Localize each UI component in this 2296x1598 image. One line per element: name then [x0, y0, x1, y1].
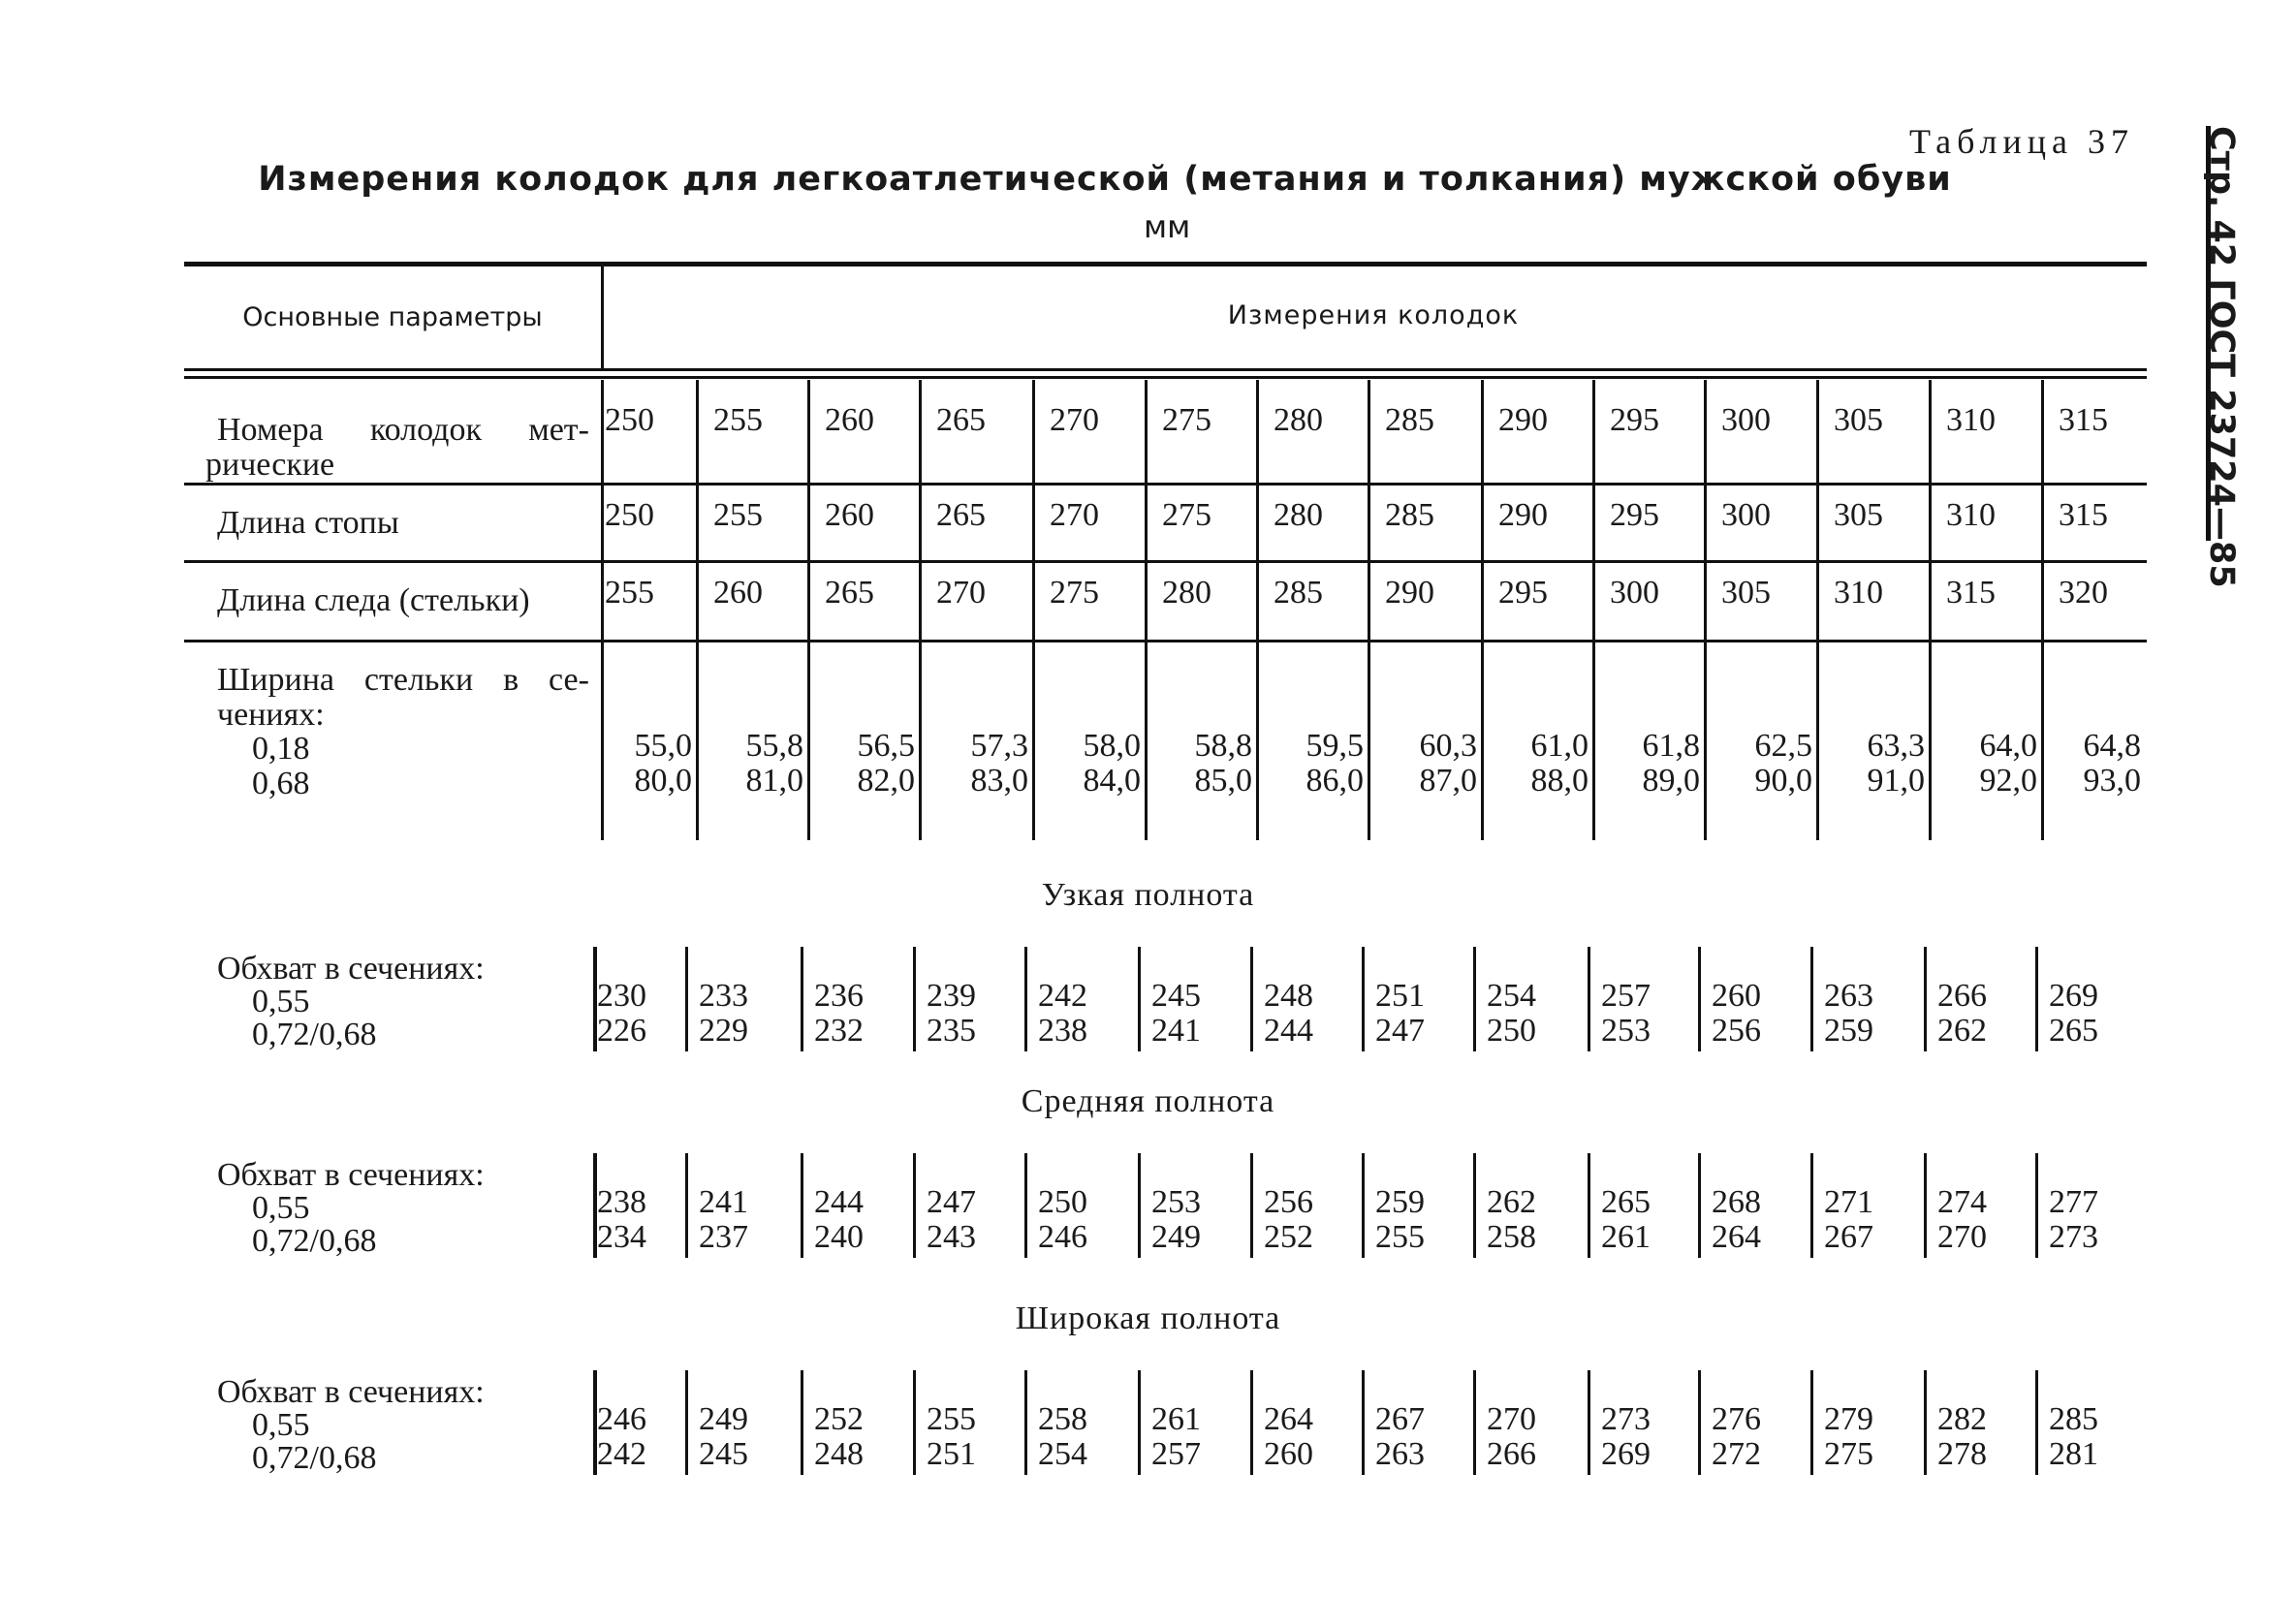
- table-cell: 295: [1610, 497, 1659, 533]
- column-line: [807, 380, 810, 840]
- table-cell: 236: [814, 978, 864, 1014]
- table-cell: 265: [2049, 1013, 2098, 1049]
- table-cell: 89,0: [1642, 763, 1700, 799]
- column-line: [1929, 380, 1932, 840]
- table-cell: 273: [2049, 1219, 2098, 1255]
- table-cell: 244: [1264, 1013, 1313, 1049]
- column-line: [1698, 947, 1701, 1051]
- table-cell: 290: [1498, 497, 1548, 533]
- table-cell: 315: [2059, 497, 2108, 533]
- table-cell: 282: [1937, 1401, 1987, 1437]
- table-cell: 265: [936, 402, 986, 438]
- table-cell: 232: [814, 1013, 864, 1049]
- column-line: [696, 380, 699, 840]
- column-line: [1473, 947, 1476, 1051]
- table-cell: 242: [1038, 978, 1087, 1014]
- table-cell: 253: [1151, 1184, 1201, 1220]
- table-cell: 56,5: [857, 728, 915, 764]
- table-cell: 300: [1721, 497, 1771, 533]
- table-cell: 272: [1712, 1436, 1761, 1472]
- row-label-foot-length: Длина стопы: [217, 505, 399, 541]
- column-line: [685, 1153, 688, 1258]
- table-cell: 270: [936, 575, 986, 611]
- table-cell: 239: [927, 978, 976, 1014]
- table-cell: 246: [597, 1401, 646, 1437]
- column-line: [1810, 1370, 1813, 1475]
- table-cell: 266: [1487, 1436, 1536, 1472]
- label-word: Ширина: [217, 662, 334, 698]
- column-line: [1032, 380, 1035, 840]
- table-cell: 234: [597, 1219, 646, 1255]
- header-bottom-rule-2: [184, 376, 2147, 379]
- table-cell: 290: [1385, 575, 1434, 611]
- table-title: Измерения колодок для легкоатлетической (метания и толкания) мужской обуви: [258, 160, 1952, 199]
- table-cell: 90,0: [1754, 763, 1812, 799]
- table-cell: 310: [1946, 497, 1996, 533]
- table-cell: 305: [1834, 497, 1883, 533]
- table-cell: 255: [605, 575, 654, 611]
- table-cell: 61,8: [1642, 728, 1700, 764]
- column-line: [2035, 1153, 2038, 1258]
- column-line: [1250, 1370, 1253, 1475]
- header-basic-params: Основные параметры: [242, 302, 543, 332]
- table-cell: 259: [1375, 1184, 1425, 1220]
- table-cell: 264: [1712, 1219, 1761, 1255]
- table-cell: 279: [1824, 1401, 1873, 1437]
- column-line: [1024, 1370, 1027, 1475]
- table-cell: 87,0: [1419, 763, 1477, 799]
- table-cell: 245: [1151, 978, 1201, 1014]
- table-cell: 285: [1274, 575, 1323, 611]
- table-cell: 263: [1824, 978, 1873, 1014]
- column-line: [1816, 380, 1819, 840]
- table-cell: 274: [1937, 1184, 1987, 1220]
- table-cell: 305: [1834, 402, 1883, 438]
- table-cell: 240: [814, 1219, 864, 1255]
- row-label-line: [217, 413, 589, 448]
- column-line: [1362, 1370, 1365, 1475]
- table-cell: 315: [2059, 402, 2108, 438]
- section-label: Обхват в сечениях:: [217, 951, 485, 987]
- section-title: Широкая полнота: [1015, 1300, 1281, 1336]
- column-line: [1362, 947, 1365, 1051]
- table-cell: 269: [2049, 978, 2098, 1014]
- column-line: [1810, 1153, 1813, 1258]
- column-line: [1588, 1370, 1590, 1475]
- label-word: колодок: [369, 412, 482, 448]
- table-cell: 93,0: [2083, 763, 2141, 799]
- section-sub-label: 0,72/0,68: [252, 1017, 377, 1052]
- label-word: се-: [549, 662, 589, 698]
- label-word: Номера: [217, 412, 324, 448]
- table-cell: 277: [2049, 1184, 2098, 1220]
- column-line: [1138, 1370, 1141, 1475]
- table-cell: 254: [1038, 1436, 1087, 1472]
- table-cell: 250: [1487, 1013, 1536, 1049]
- table-cell: 249: [1151, 1219, 1201, 1255]
- table-cell: 250: [605, 497, 654, 533]
- table-cell: 305: [1721, 575, 1771, 611]
- column-line: [1024, 1153, 1027, 1258]
- section-sub-label: 0,72/0,68: [252, 1440, 377, 1476]
- table-cell: 251: [927, 1436, 976, 1472]
- table-cell: 58,8: [1194, 728, 1252, 764]
- table-cell: 64,0: [1979, 728, 2037, 764]
- table-cell: 300: [1610, 575, 1659, 611]
- table-cell: 91,0: [1867, 763, 1925, 799]
- table-cell: 258: [1487, 1219, 1536, 1255]
- table-cell: 260: [1264, 1436, 1313, 1472]
- units-label: мм: [1144, 208, 1191, 245]
- table-cell: 238: [1038, 1013, 1087, 1049]
- table-cell: 268: [1712, 1184, 1761, 1220]
- table-cell: 300: [1721, 402, 1771, 438]
- table-cell: 243: [927, 1219, 976, 1255]
- table-cell: 285: [1385, 497, 1434, 533]
- row-label-line: [217, 663, 589, 698]
- column-line: [2035, 1370, 2038, 1475]
- table-cell: 259: [1824, 1013, 1873, 1049]
- table-cell: 265: [1601, 1184, 1651, 1220]
- table-cell: 270: [1050, 497, 1099, 533]
- header-measurements: Измерения колодок: [1227, 300, 1520, 330]
- column-line: [1924, 1370, 1927, 1475]
- label-continuation: рические: [205, 447, 335, 483]
- column-line: [1138, 1153, 1141, 1258]
- column-line: [913, 1370, 916, 1475]
- table-cell: 253: [1601, 1013, 1651, 1049]
- table-cell: 271: [1824, 1184, 1873, 1220]
- table-cell: 255: [713, 402, 763, 438]
- table-cell: 257: [1151, 1436, 1201, 1472]
- table-cell: 262: [1487, 1184, 1536, 1220]
- table-cell: 62,5: [1754, 728, 1812, 764]
- table-cell: 249: [699, 1401, 748, 1437]
- page-side-header: Стр. 42 ГОСТ 23724—85: [2202, 126, 2241, 588]
- table-cell: 260: [825, 402, 874, 438]
- row-label-size-numbers: [205, 412, 589, 483]
- table-cell: 246: [1038, 1219, 1087, 1255]
- table-cell: 280: [1274, 402, 1323, 438]
- table-cell: 285: [2049, 1401, 2098, 1437]
- section-sub-label: 0,72/0,68: [252, 1223, 377, 1259]
- table-cell: 255: [713, 497, 763, 533]
- row-rule: [184, 483, 2147, 486]
- table-cell: 248: [1264, 978, 1313, 1014]
- table-cell: 251: [1375, 978, 1425, 1014]
- table-cell: 310: [1946, 402, 1996, 438]
- table-cell: 315: [1946, 575, 1996, 611]
- table-cell: 244: [814, 1184, 864, 1220]
- table-cell: 257: [1601, 978, 1651, 1014]
- table-cell: 265: [825, 575, 874, 611]
- table-cell: 59,5: [1305, 728, 1364, 764]
- table-cell: 261: [1601, 1219, 1651, 1255]
- column-line: [1024, 947, 1027, 1051]
- table-cell: 263: [1375, 1436, 1425, 1472]
- table-cell: 275: [1162, 402, 1211, 438]
- table-cell: 58,0: [1083, 728, 1141, 764]
- table-cell: 233: [699, 978, 748, 1014]
- table-cell: 82,0: [857, 763, 915, 799]
- section-sub-label: 0,55: [252, 1407, 310, 1443]
- table-cell: 295: [1498, 575, 1548, 611]
- table-cell: 255: [1375, 1219, 1425, 1255]
- table-cell: 55,8: [745, 728, 803, 764]
- column-line: [1698, 1370, 1701, 1475]
- column-line: [919, 380, 922, 840]
- table-cell: 320: [2059, 575, 2108, 611]
- header-bottom-rule-1: [184, 368, 2147, 371]
- table-cell: 248: [814, 1436, 864, 1472]
- column-line: [1698, 1153, 1701, 1258]
- table-cell: 238: [597, 1184, 646, 1220]
- column-line: [913, 947, 916, 1051]
- table-cell: 254: [1487, 978, 1536, 1014]
- table-cell: 57,3: [970, 728, 1028, 764]
- column-line: [801, 947, 803, 1051]
- table-cell: 80,0: [634, 763, 692, 799]
- column-line: [1924, 947, 1927, 1051]
- column-line: [913, 1153, 916, 1258]
- section-title: Средняя полнота: [1021, 1083, 1275, 1119]
- table-cell: 252: [814, 1401, 864, 1437]
- table-cell: 278: [1937, 1436, 1987, 1472]
- table-cell: 270: [1487, 1401, 1536, 1437]
- column-line: [1362, 1153, 1365, 1258]
- table-cell: 260: [713, 575, 763, 611]
- table-cell: 280: [1274, 497, 1323, 533]
- column-line: [801, 1153, 803, 1258]
- table-cell: 64,8: [2083, 728, 2141, 764]
- table-cell: 281: [2049, 1436, 2098, 1472]
- table-cell: 250: [1038, 1184, 1087, 1220]
- table-cell: 230: [597, 978, 646, 1014]
- column-line: [1473, 1153, 1476, 1258]
- column-line: [685, 1370, 688, 1475]
- table-cell: 229: [699, 1013, 748, 1049]
- table-cell: 258: [1038, 1401, 1087, 1437]
- table-cell: 264: [1264, 1401, 1313, 1437]
- table-cell: 84,0: [1083, 763, 1141, 799]
- section-sub-label: 0,55: [252, 1190, 310, 1226]
- column-line: [1588, 947, 1590, 1051]
- row-label-insole-length: Длина следа (стельки): [217, 582, 530, 618]
- column-line: [1588, 1153, 1590, 1258]
- table-cell: 250: [605, 402, 654, 438]
- table-cell: 270: [1937, 1219, 1987, 1255]
- table-cell: 273: [1601, 1401, 1651, 1437]
- table-cell: 60,3: [1419, 728, 1477, 764]
- column-line: [2035, 947, 2038, 1051]
- column-line: [1145, 380, 1148, 840]
- table-cell: 260: [825, 497, 874, 533]
- table-cell: 266: [1937, 978, 1987, 1014]
- table-cell: 267: [1824, 1219, 1873, 1255]
- column-line: [1138, 947, 1141, 1051]
- label-continuation: чениях:: [217, 697, 325, 733]
- label-word: стельки: [363, 662, 474, 698]
- column-line: [1250, 947, 1253, 1051]
- table-cell: 247: [927, 1184, 976, 1220]
- table-cell: 285: [1385, 402, 1434, 438]
- table-cell: 226: [597, 1013, 646, 1049]
- table-cell: 241: [1151, 1013, 1201, 1049]
- column-line: [1473, 1370, 1476, 1475]
- column-line: [1481, 380, 1484, 840]
- table-cell: 265: [936, 497, 986, 533]
- column-line: [1592, 380, 1595, 840]
- table-cell: 255: [927, 1401, 976, 1437]
- column-line: [801, 1370, 803, 1475]
- table-cell: 275: [1824, 1436, 1873, 1472]
- table-cell: 245: [699, 1436, 748, 1472]
- table-cell: 55,0: [634, 728, 692, 764]
- table-cell: 267: [1375, 1401, 1425, 1437]
- section-label: Обхват в сечениях:: [217, 1374, 485, 1410]
- table-cell: 262: [1937, 1013, 1987, 1049]
- table-cell: 81,0: [745, 763, 803, 799]
- column-line: [1924, 1153, 1927, 1258]
- table-cell: 256: [1712, 1013, 1761, 1049]
- table-cell: 235: [927, 1013, 976, 1049]
- table-cell: 242: [597, 1436, 646, 1472]
- table-cell: 276: [1712, 1401, 1761, 1437]
- table-cell: 290: [1498, 402, 1548, 438]
- table-cell: 280: [1162, 575, 1211, 611]
- table-cell: 261: [1151, 1401, 1201, 1437]
- table-cell: 86,0: [1305, 763, 1364, 799]
- table-cell: 92,0: [1979, 763, 2037, 799]
- row-rule: [184, 560, 2147, 563]
- table-cell: 252: [1264, 1219, 1313, 1255]
- table-cell: 83,0: [970, 763, 1028, 799]
- table-cell: 270: [1050, 402, 1099, 438]
- column-line: [1368, 380, 1370, 840]
- table-cell: 88,0: [1530, 763, 1588, 799]
- table-cell: 310: [1834, 575, 1883, 611]
- column-line: [1810, 947, 1813, 1051]
- section-title: Узкая полнота: [1041, 877, 1255, 913]
- table-cell: 269: [1601, 1436, 1651, 1472]
- column-line: [1704, 380, 1707, 840]
- column-line: [1256, 380, 1259, 840]
- label-word: мет-: [528, 412, 589, 448]
- table-cell: 237: [699, 1219, 748, 1255]
- label-word: в: [503, 662, 519, 698]
- table-top-rule: [184, 262, 2147, 266]
- section-label: Обхват в сечениях:: [217, 1157, 485, 1193]
- table-number: Таблица 37: [1909, 122, 2134, 161]
- section-sub-label: 0,55: [252, 984, 310, 1019]
- table-cell: 247: [1375, 1013, 1425, 1049]
- row-label-insole-width: [217, 663, 589, 733]
- table-cell: 61,0: [1530, 728, 1588, 764]
- table-cell: 63,3: [1867, 728, 1925, 764]
- section-sub-label: 0,18: [252, 731, 310, 767]
- section-sub-label: 0,68: [252, 766, 310, 801]
- table-cell: 260: [1712, 978, 1761, 1014]
- table-cell: 295: [1610, 402, 1659, 438]
- column-line: [1250, 1153, 1253, 1258]
- table-cell: 275: [1050, 575, 1099, 611]
- column-line: [685, 947, 688, 1051]
- table-cell: 275: [1162, 497, 1211, 533]
- table-cell: 241: [699, 1184, 748, 1220]
- table-cell: 85,0: [1194, 763, 1252, 799]
- table-cell: 256: [1264, 1184, 1313, 1220]
- row-rule: [184, 640, 2147, 642]
